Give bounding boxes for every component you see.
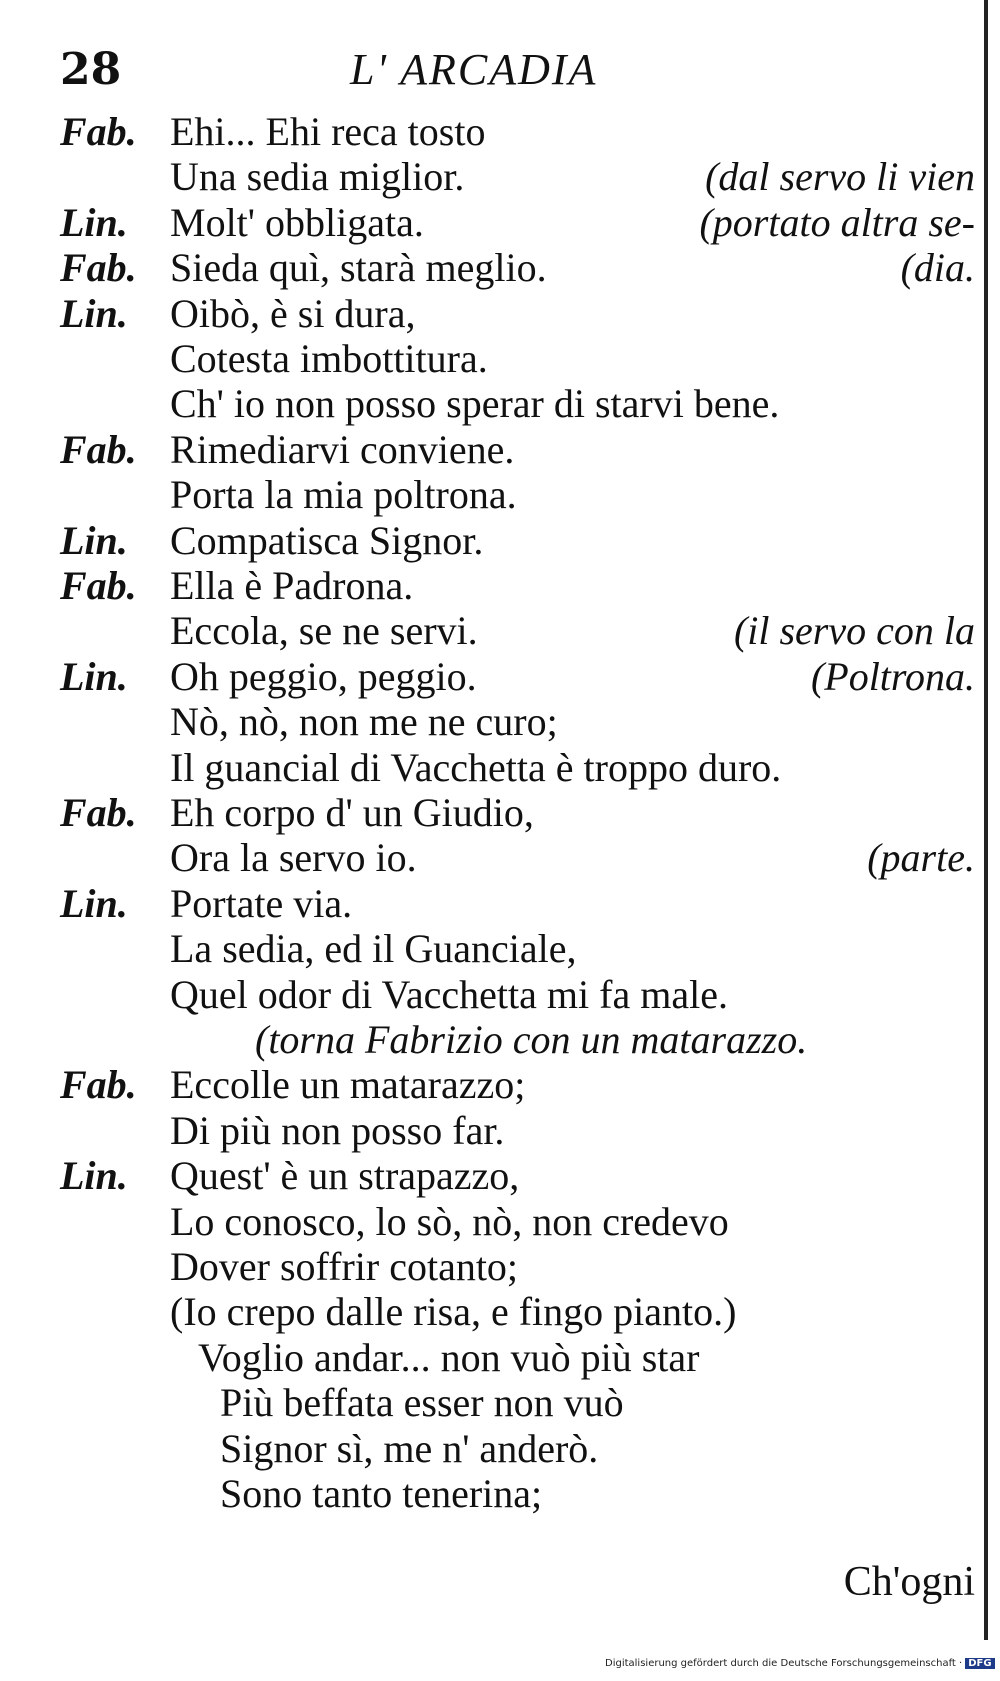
footer-text: Digitalisierung gefördert durch die Deutsche Forschungsgemeinschaft ·: [605, 1658, 963, 1669]
verse-text: Signor sì, me n' anderò.: [220, 1425, 599, 1471]
verse-line: [0, 653, 1000, 700]
stage-direction: (parte.: [867, 835, 975, 881]
speaker-label: Fab.: [60, 563, 137, 608]
verse-text: Oh peggio, peggio.: [170, 653, 477, 699]
verse-line: [0, 880, 1000, 927]
verse-text: Sono tanto tenerina;: [220, 1471, 543, 1516]
verse-text: Nò, nò, non me ne curo;: [170, 699, 558, 745]
verse-line: [0, 335, 1000, 382]
verse-line: [0, 1061, 1000, 1108]
verse-line: [0, 517, 1000, 564]
stage-direction: (portato altra se-: [699, 199, 975, 245]
verse-line: [0, 1470, 1000, 1517]
verse-line: [0, 471, 1000, 518]
verse-line: [0, 199, 1000, 246]
verse-text: Eccola, se ne servi.: [170, 608, 478, 654]
verse-text: Rimediarvi conviene.: [170, 426, 515, 472]
speaker-label: Lin.: [60, 290, 128, 336]
verse-text: Cotesta imbottitura.: [170, 336, 488, 381]
verse-line: [0, 607, 1000, 654]
verse-text: Il guancial di Vacchetta è troppo duro.: [170, 744, 782, 790]
verse-line: [0, 1288, 1000, 1335]
verse-line: [0, 789, 1000, 836]
stage-direction: (Poltrona.: [810, 653, 975, 699]
verse-line: [0, 290, 1000, 337]
verse-line: [0, 1152, 1000, 1199]
stage-direction-centered: (torna Fabrizio con un matarazzo.: [255, 1017, 808, 1062]
verse-line: [0, 1379, 1000, 1426]
verse-text: Voglio andar... non vuò più star: [198, 1334, 700, 1380]
verse-line: [0, 108, 1000, 155]
verse-text: Compatisca Signor.: [170, 517, 484, 563]
page-number: 28: [60, 44, 122, 95]
verse-text: Dover soffrir cotanto;: [170, 1244, 519, 1289]
verse-text: Lo conosco, lo sò, nò, non credevo: [170, 1198, 729, 1244]
speaker-label: Fab.: [60, 426, 137, 472]
verse-text: Eccolle un matarazzo;: [170, 1062, 526, 1108]
verse-text: Porta la mia poltrona.: [170, 472, 517, 518]
verse-text: Sieda quì, starà meglio.: [170, 245, 547, 291]
speaker-label: Lin.: [60, 199, 128, 245]
verse-text: Eh corpo d' un Giudio,: [170, 790, 534, 835]
verse-line: [0, 1334, 1000, 1381]
verse-text: Ch' io non posso sperar di starvi bene.: [170, 381, 780, 427]
verse-line: [0, 244, 1000, 291]
verse-line: [0, 426, 1000, 473]
verse-text: Di più non posso far.: [170, 1107, 505, 1153]
verse-text: Molt' obbligata.: [170, 199, 424, 245]
verse-text: Ehi... Ehi reca tosto: [170, 109, 486, 154]
stage-direction: (dia.: [900, 245, 975, 291]
speaker-label: Lin.: [60, 880, 128, 926]
speaker-label: Fab.: [60, 1062, 137, 1108]
verse-text: Una sedia miglior.: [170, 154, 465, 200]
speaker-label: Lin.: [60, 653, 128, 699]
verse-line: [0, 698, 1000, 745]
stage-direction: (dal servo li vien: [705, 154, 975, 200]
verse-text: Più beffata esser non vuò: [220, 1380, 624, 1426]
verse-line: [0, 380, 1000, 427]
verse-text: Quel odor di Vacchetta mi fa male.: [170, 971, 728, 1017]
speaker-label: Fab.: [60, 790, 137, 835]
verse-line: [0, 925, 1000, 972]
verse-text: Portate via.: [170, 880, 353, 926]
digitization-footer: [605, 1658, 995, 1669]
speaker-label: Lin.: [60, 1153, 128, 1199]
verse-line: [0, 562, 1000, 609]
verse-line: [0, 1243, 1000, 1290]
dfg-logo: DFG: [965, 1658, 994, 1669]
verse-line: [0, 971, 1000, 1018]
stage-direction: (il servo con la: [733, 608, 975, 654]
verse-line: [0, 1425, 1000, 1472]
speaker-label: Fab.: [60, 109, 137, 154]
verse-line: [0, 153, 1000, 200]
speaker-label: Fab.: [60, 245, 137, 291]
verse-line: [0, 1016, 1000, 1063]
verse-text: (Io crepo dalle risa, e fingo pianto.): [170, 1289, 737, 1335]
speaker-label: Lin.: [60, 517, 128, 563]
catchword: Ch'ogni: [843, 1559, 975, 1605]
verse-line: [0, 834, 1000, 881]
verse-text: Oibò, è si dura,: [170, 290, 416, 336]
verse-line: [0, 1198, 1000, 1245]
page-header: [0, 44, 1000, 104]
verse-text: Ella è Padrona.: [170, 563, 414, 608]
verse-text: Ora la servo io.: [170, 835, 417, 881]
verse-text: Quest' è un strapazzo,: [170, 1153, 520, 1199]
verse-text: La sedia, ed il Guanciale,: [170, 926, 577, 972]
verse-line: [0, 744, 1000, 791]
verse-line: [0, 1107, 1000, 1154]
running-title: L' ARCADIA: [350, 45, 598, 94]
